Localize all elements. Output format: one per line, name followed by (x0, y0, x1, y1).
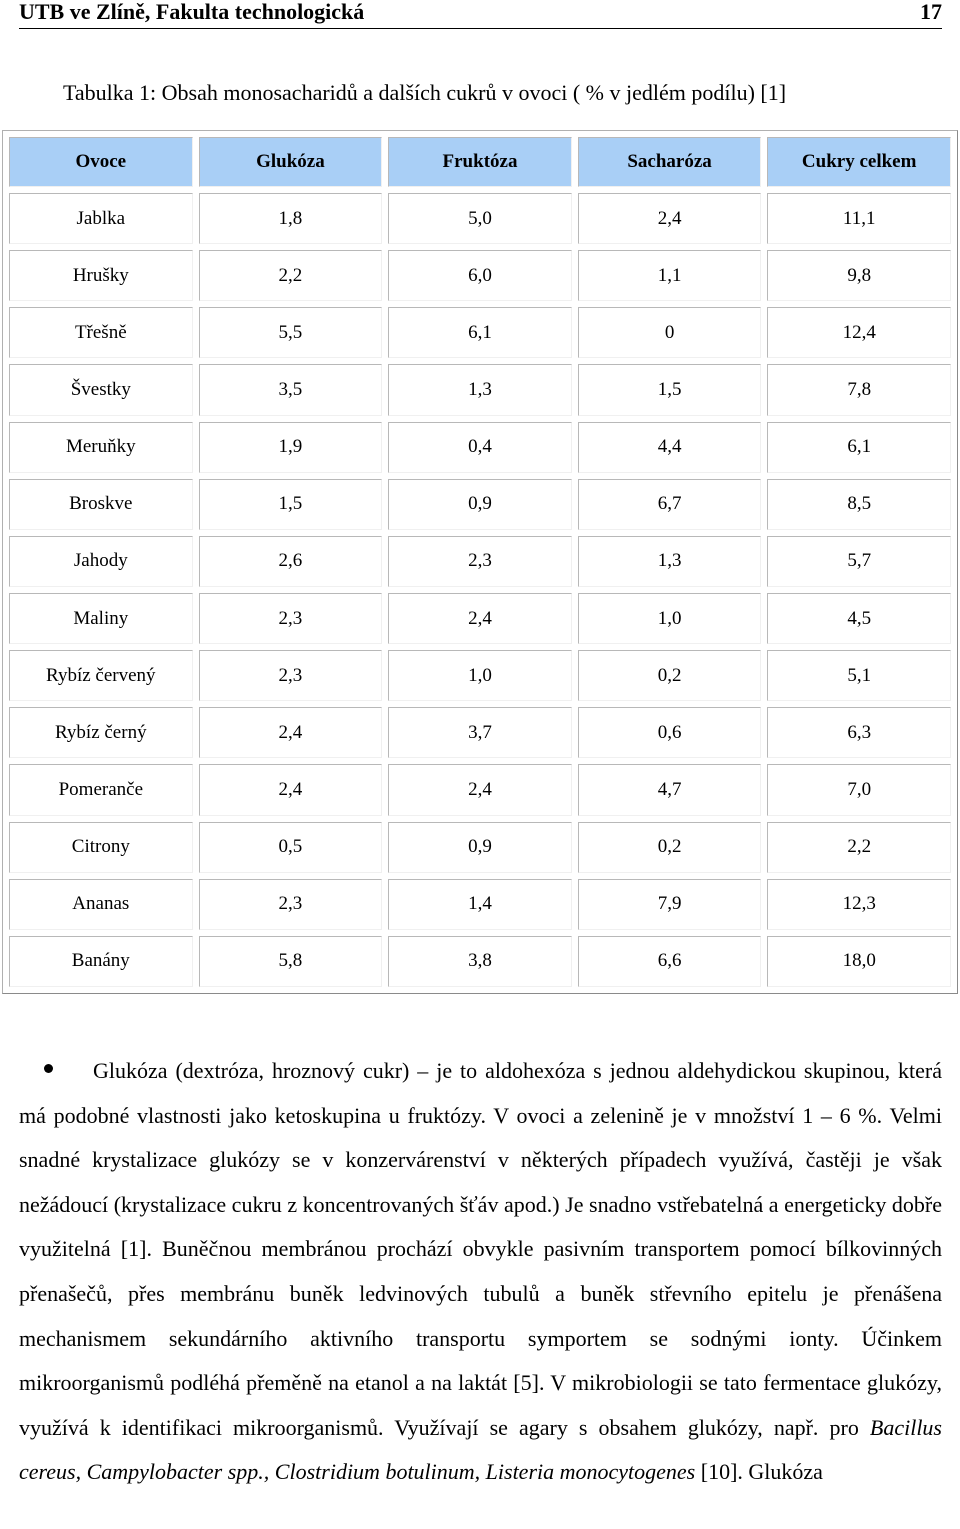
table-cell: Maliny (9, 593, 193, 644)
table-cell: 7,9 (578, 879, 762, 930)
table-cell: 2,6 (199, 536, 383, 587)
table-cell: Švestky (9, 364, 193, 415)
table-row (9, 536, 951, 587)
table-cell: Banány (9, 936, 193, 987)
table-cell: 6,1 (388, 307, 572, 358)
table-cell: Citrony (9, 822, 193, 873)
table-header-row (9, 137, 951, 187)
table-cell: 0,6 (578, 707, 762, 758)
page-number: 17 (920, 0, 942, 24)
table-cell: Ananas (9, 879, 193, 930)
table-cell: 5,8 (199, 936, 383, 987)
table-row (9, 936, 951, 987)
table-cell: 2,4 (388, 764, 572, 815)
table-row (9, 250, 951, 301)
table-cell: Pomeranče (9, 764, 193, 815)
table-row (9, 422, 951, 473)
table-cell: 7,0 (767, 764, 951, 815)
table-cell: 1,5 (578, 364, 762, 415)
table-row (9, 822, 951, 873)
table-cell: 4,4 (578, 422, 762, 473)
table-cell: 1,3 (388, 364, 572, 415)
table-cell: 2,4 (388, 593, 572, 644)
table-cell: 5,5 (199, 307, 383, 358)
body-paragraph (19, 1049, 942, 1495)
table-row (9, 879, 951, 930)
table-row (9, 707, 951, 758)
header-sacharoza: Sacharóza (578, 137, 762, 187)
table-cell: 6,0 (388, 250, 572, 301)
table-row (9, 364, 951, 415)
table-cell: 5,0 (388, 193, 572, 244)
table-cell: Broskve (9, 479, 193, 530)
table-cell: 1,0 (578, 593, 762, 644)
header-title: UTB ve Zlíně, Fakulta technologická (19, 0, 365, 24)
table-cell: 4,5 (767, 593, 951, 644)
sugar-table (2, 130, 958, 994)
table-row (9, 193, 951, 244)
table-cell: Rybíz černý (9, 707, 193, 758)
table-cell: 2,3 (199, 650, 383, 701)
table-cell: 6,1 (767, 422, 951, 473)
table-cell: 6,6 (578, 936, 762, 987)
table-row (9, 650, 951, 701)
paragraph-text-1: Glukóza (dextróza, hroznový cukr) – je to aldohexóza s jednou aldehydickou skupinou, která má podobné vlastnosti jako ketoskupina u fruktózy. V ovoci a zelenině je v množství 1 – 6 %. Velmi snadné krystalizace glukózy se v konzervárenství v některých případech využívá, častěji je však nežádoucí (krystalizace cukru z koncentrovaných šťáv apod.) Je snadno vstřebatelná a energeticky dobře využitelná [1]. Buněčnou membránou prochází obvykle pasivním transportem pomocí bílkovinných přenašečů, přes membránu buněk ledvinových tubulů a buněk střevního epitelu je přenášena mechanismem sekundárního aktivního transportu symportem se sodnými ionty. Účinkem mikroorganismů podléhá přeměně na etanol a na laktát [5]. V mikrobiologii se tato fermentace glukózy, využívá k identifikaci mikroorganismů. Využívají se agary s obsahem glukózy, např. pro (19, 1058, 942, 1440)
table-cell: 6,3 (767, 707, 951, 758)
table-cell: 4,7 (578, 764, 762, 815)
table-cell: 1,9 (199, 422, 383, 473)
table-cell: 1,3 (578, 536, 762, 587)
table-cell: 0 (578, 307, 762, 358)
table-cell: 5,1 (767, 650, 951, 701)
table-cell: 0,5 (199, 822, 383, 873)
table-cell: 8,5 (767, 479, 951, 530)
table-cell: 2,4 (199, 764, 383, 815)
table-cell: 18,0 (767, 936, 951, 987)
table-cell: 3,8 (388, 936, 572, 987)
table-row (9, 307, 951, 358)
table-cell: 1,4 (388, 879, 572, 930)
table-cell: 0,2 (578, 650, 762, 701)
table-caption: Tabulka 1: Obsah monosacharidů a dalších cukrů v ovoci ( % v jedlém podílu) [1] (63, 80, 787, 105)
table-cell: 11,1 (767, 193, 951, 244)
header-cukry-celkem: Cukry celkem (767, 137, 951, 187)
header-ovoce: Ovoce (9, 137, 193, 187)
table-cell: 12,4 (767, 307, 951, 358)
table-cell: 0,4 (388, 422, 572, 473)
table-cell: 2,2 (767, 822, 951, 873)
table-cell: Rybíz červený (9, 650, 193, 701)
table-cell: Jahody (9, 536, 193, 587)
table-cell: 1,8 (199, 193, 383, 244)
table-cell: 1,1 (578, 250, 762, 301)
table-cell: 0,9 (388, 822, 572, 873)
table-cell: 0,2 (578, 822, 762, 873)
table-row (9, 593, 951, 644)
paragraph-text-2: [10]. Glukóza (695, 1459, 823, 1485)
table-cell: 3,5 (199, 364, 383, 415)
table-cell: 2,4 (199, 707, 383, 758)
table-cell: Třešně (9, 307, 193, 358)
table-cell: 1,5 (199, 479, 383, 530)
table-cell: 9,8 (767, 250, 951, 301)
table-cell: 2,3 (388, 536, 572, 587)
table-cell: 3,7 (388, 707, 572, 758)
paragraph-italic-species: Bacillus cereus, Campylobacter spp., Clostridium botulinum, Listeria monocytogenes (19, 1414, 942, 1485)
table-cell: 5,7 (767, 536, 951, 587)
table-cell: 6,7 (578, 479, 762, 530)
table-cell: 0,9 (388, 479, 572, 530)
page-header (19, 0, 942, 29)
header-glukoza: Glukóza (199, 137, 383, 187)
table-row (9, 479, 951, 530)
table-cell: 2,3 (199, 593, 383, 644)
table-cell: Jablka (9, 193, 193, 244)
table-cell: Meruňky (9, 422, 193, 473)
table-row (9, 764, 951, 815)
table-cell: 12,3 (767, 879, 951, 930)
table-cell: Hrušky (9, 250, 193, 301)
table-cell: 2,2 (199, 250, 383, 301)
table-cell: 7,8 (767, 364, 951, 415)
header-fruktoza: Fruktóza (388, 137, 572, 187)
table-cell: 2,4 (578, 193, 762, 244)
table-cell: 2,3 (199, 879, 383, 930)
table-cell: 1,0 (388, 650, 572, 701)
